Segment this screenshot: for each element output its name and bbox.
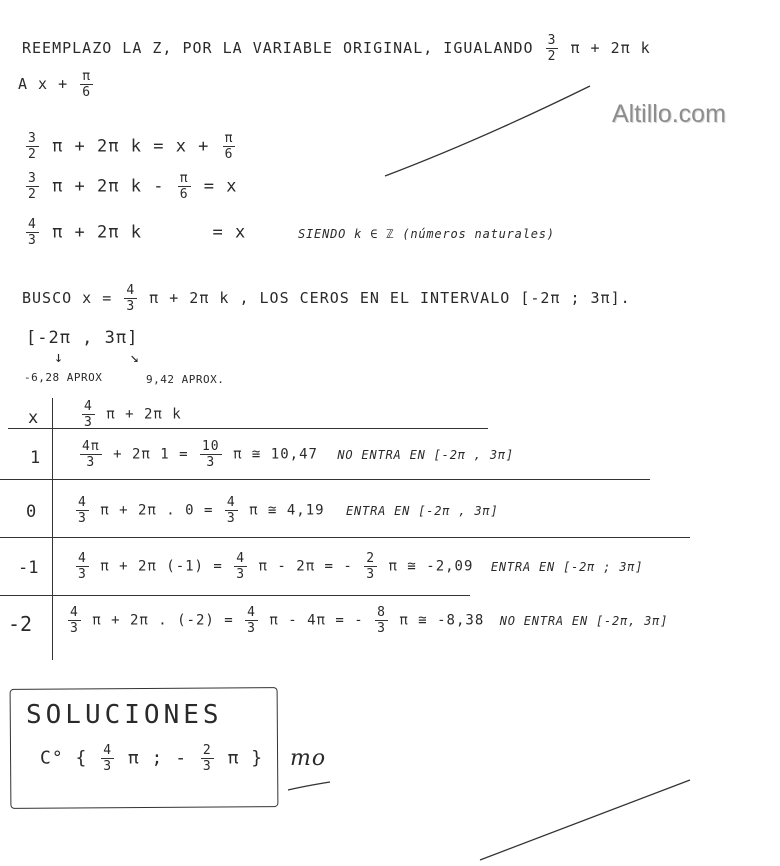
intro-fraction: $\frac{3}{2}$	[547, 33, 557, 64]
table-row-k: 1	[30, 448, 41, 468]
arrow-down-icon: ↓	[54, 348, 65, 366]
diagonal-stroke	[480, 780, 690, 860]
approx-right: 9,42 APROX.	[146, 373, 225, 386]
table-row-k: 0	[26, 502, 37, 522]
table-row: $\frac{4\pi}{3}$ + 2π 1 = $\frac{10}{3}$ π ≅ 10,47 NO ENTRA EN [-2π , 3π]	[82, 439, 514, 470]
arrow-diag-icon: ↘	[130, 348, 141, 366]
intro-line-2: A x + $\frac{\pi}{6}$	[18, 69, 92, 100]
intro-tail: π + 2π k	[570, 39, 651, 57]
solutions-title: SOLUCIONES	[26, 700, 223, 730]
equation-3: $\frac{4}{3}$ π + 2π k = x	[28, 217, 247, 248]
intro-text: REEMPLAZO LA Z, POR LA VARIABLE ORIGINAL, IGUALANDO	[22, 39, 534, 57]
signature-initials: mo	[290, 746, 327, 771]
table-header-expr: $\frac{4}{3}$ π + 2π k	[84, 399, 182, 430]
busco-interval: [-2π , 3π]	[26, 328, 139, 348]
equation-3-note: SIENDO k ∈ ℤ (números naturales)	[298, 227, 555, 241]
table-row-k: -2	[8, 612, 33, 636]
table-row: $\frac{4}{3}$ π + 2π . (-2) = $\frac{4}{3}$ π - 4π = - $\frac{8}{3}$ π ≅ -8,38 NO ENTRA EN [-2π, 3π]	[70, 605, 669, 636]
solutions-set: C° { $\frac{4}{3}$ π ; - $\frac{2}{3}$ π }	[40, 743, 264, 774]
watermark-logo: Altillo.com	[612, 100, 726, 128]
table-row: $\frac{4}{3}$ π + 2π . 0 = $\frac{4}{3}$ π ≅ 4,19 ENTRA EN [-2π , 3π]	[78, 495, 499, 526]
table-row-k: -1	[18, 558, 39, 578]
table-row: $\frac{4}{3}$ π + 2π (-1) = $\frac{4}{3}$ π - 2π = - $\frac{2}{3}$ π ≅ -2,09 ENTRA EN [-2π ; 3π]	[78, 551, 644, 582]
equation-2: $\frac{3}{2}$ π + 2π k - $\frac{\pi}{6}$ = x	[28, 171, 238, 202]
signature-underline	[288, 782, 330, 790]
approx-left: -6,28 APROX	[24, 371, 103, 384]
equation-1: $\frac{3}{2}$ π + 2π k = x + $\frac{\pi}{6}$	[28, 131, 234, 162]
diagonal-stroke	[385, 86, 590, 176]
busco-line: BUSCO x = $\frac{4}{3}$ π + 2π k , LOS CEROS EN EL INTERVALO [-2π ; 3π].	[22, 283, 631, 314]
table-header-k: x	[28, 408, 39, 428]
